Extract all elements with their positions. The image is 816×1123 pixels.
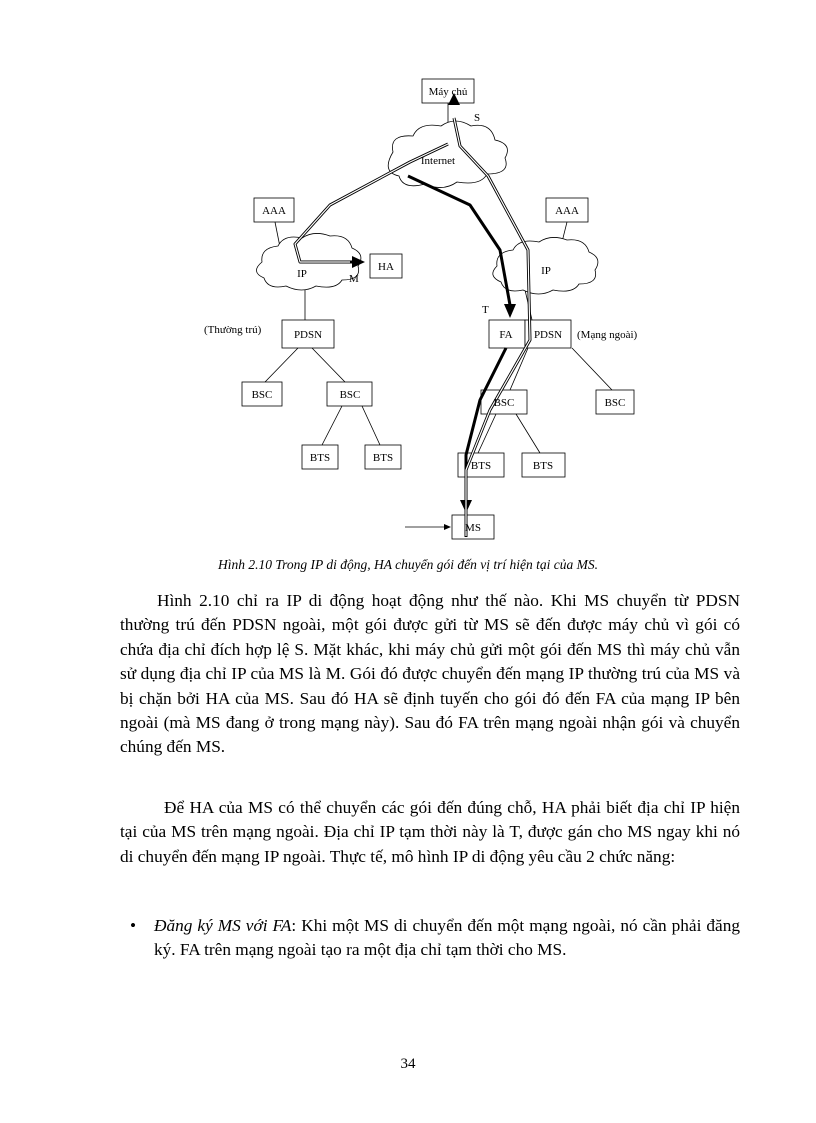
connector-pdsn-bsc-r2 bbox=[572, 348, 612, 390]
connector-pdsn-bsc-l1 bbox=[265, 348, 298, 382]
bts-label-left-2: BTS bbox=[372, 452, 394, 464]
connector-bsc-bts-l1 bbox=[322, 406, 342, 445]
server-label: Máy chủ bbox=[428, 86, 468, 98]
ha-label: HA bbox=[378, 261, 394, 273]
bullet-term: Đăng ký MS với FA bbox=[154, 916, 292, 935]
bullet-text bbox=[120, 914, 740, 963]
bsc-label-right-1: BSC bbox=[493, 397, 515, 409]
ip-label-left: IP bbox=[297, 268, 307, 280]
bsc-label-right-2: BSC bbox=[604, 397, 626, 409]
page-number: 34 bbox=[400, 1056, 416, 1072]
bts-label-right-2: BTS bbox=[532, 460, 554, 472]
pdsn-label-left: PDSN bbox=[293, 329, 323, 341]
connector-pdsn-bsc-l2 bbox=[312, 348, 345, 382]
internet-label: Internet bbox=[420, 155, 456, 167]
aaa-label-right: AAA bbox=[555, 205, 579, 217]
bullet-description: : Khi một MS di chuyển đến một mạng ngoài, nó cần phải đăng ký. FA trên mạng ngoài tạo ra một địa chỉ tạm thời cho MS. bbox=[154, 916, 740, 960]
t-label: T bbox=[482, 304, 489, 316]
m-label: M bbox=[349, 273, 359, 285]
mobile-ip-diagram bbox=[0, 0, 816, 550]
ms-label: MS bbox=[465, 522, 481, 534]
aaa-label-left: AAA bbox=[262, 205, 286, 217]
bullet-item bbox=[120, 914, 740, 963]
bsc-label-left-1: BSC bbox=[251, 389, 273, 401]
home-network-label: (Thường trú) bbox=[204, 324, 262, 336]
body-paragraph-2: Để HA của MS có thể chuyển các gói đến đúng chỗ, HA phải biết địa chỉ IP hiện tại của MS trên mạng ngoài. Địa chỉ IP tạm thời này là T, được gán cho MS ngay khi nó di chuyển đến mạng IP ngoài. Thực tế, mô hình IP di động yêu cầu 2 chức năng: bbox=[120, 798, 740, 866]
bts-label-right-1: BTS bbox=[470, 460, 492, 472]
connector-bsc-bts-r2 bbox=[516, 414, 540, 453]
bullet-marker: • bbox=[130, 916, 137, 935]
pdsn-label-right: PDSN bbox=[533, 329, 563, 341]
ip-label-right: IP bbox=[541, 265, 551, 277]
bsc-label-left-2: BSC bbox=[339, 389, 361, 401]
foreign-network-label: (Mạng ngoài) bbox=[577, 329, 638, 341]
ms-pointer-arrowhead bbox=[444, 524, 451, 530]
bts-label-left-1: BTS bbox=[309, 452, 331, 464]
fa-label: FA bbox=[499, 329, 513, 341]
body-paragraph-1: Hình 2.10 chỉ ra IP di động hoạt động như thế nào. Khi MS chuyển từ PDSN thường trú đến PDSN ngoài, một gói được gửi từ MS sẽ đến được máy chủ vì gói có chứa địa chỉ đích hợp lệ S. Mặt khác, khi máy chủ gửi một gói đến MS thì máy chủ vẫn sử dụng địa chỉ IP của MS là M. Gói đó được chuyển đến mạng IP thường trú của MS và bị chặn bởi HA của MS. Sau đó HA sẽ định tuyến cho gói đó đến FA của mạng IP bên ngoài (mà MS đang ở trong mạng này). Sau đó FA trên mạng ngoài nhận gói và chuyển chúng đến MS. bbox=[120, 591, 740, 757]
connector-bsc-bts-l2 bbox=[362, 406, 380, 445]
s-label: S bbox=[474, 112, 481, 124]
figure-caption: Hình 2.10 Trong IP di động, HA chuyển gói đến vị trí hiện tại của MS. bbox=[218, 557, 598, 572]
